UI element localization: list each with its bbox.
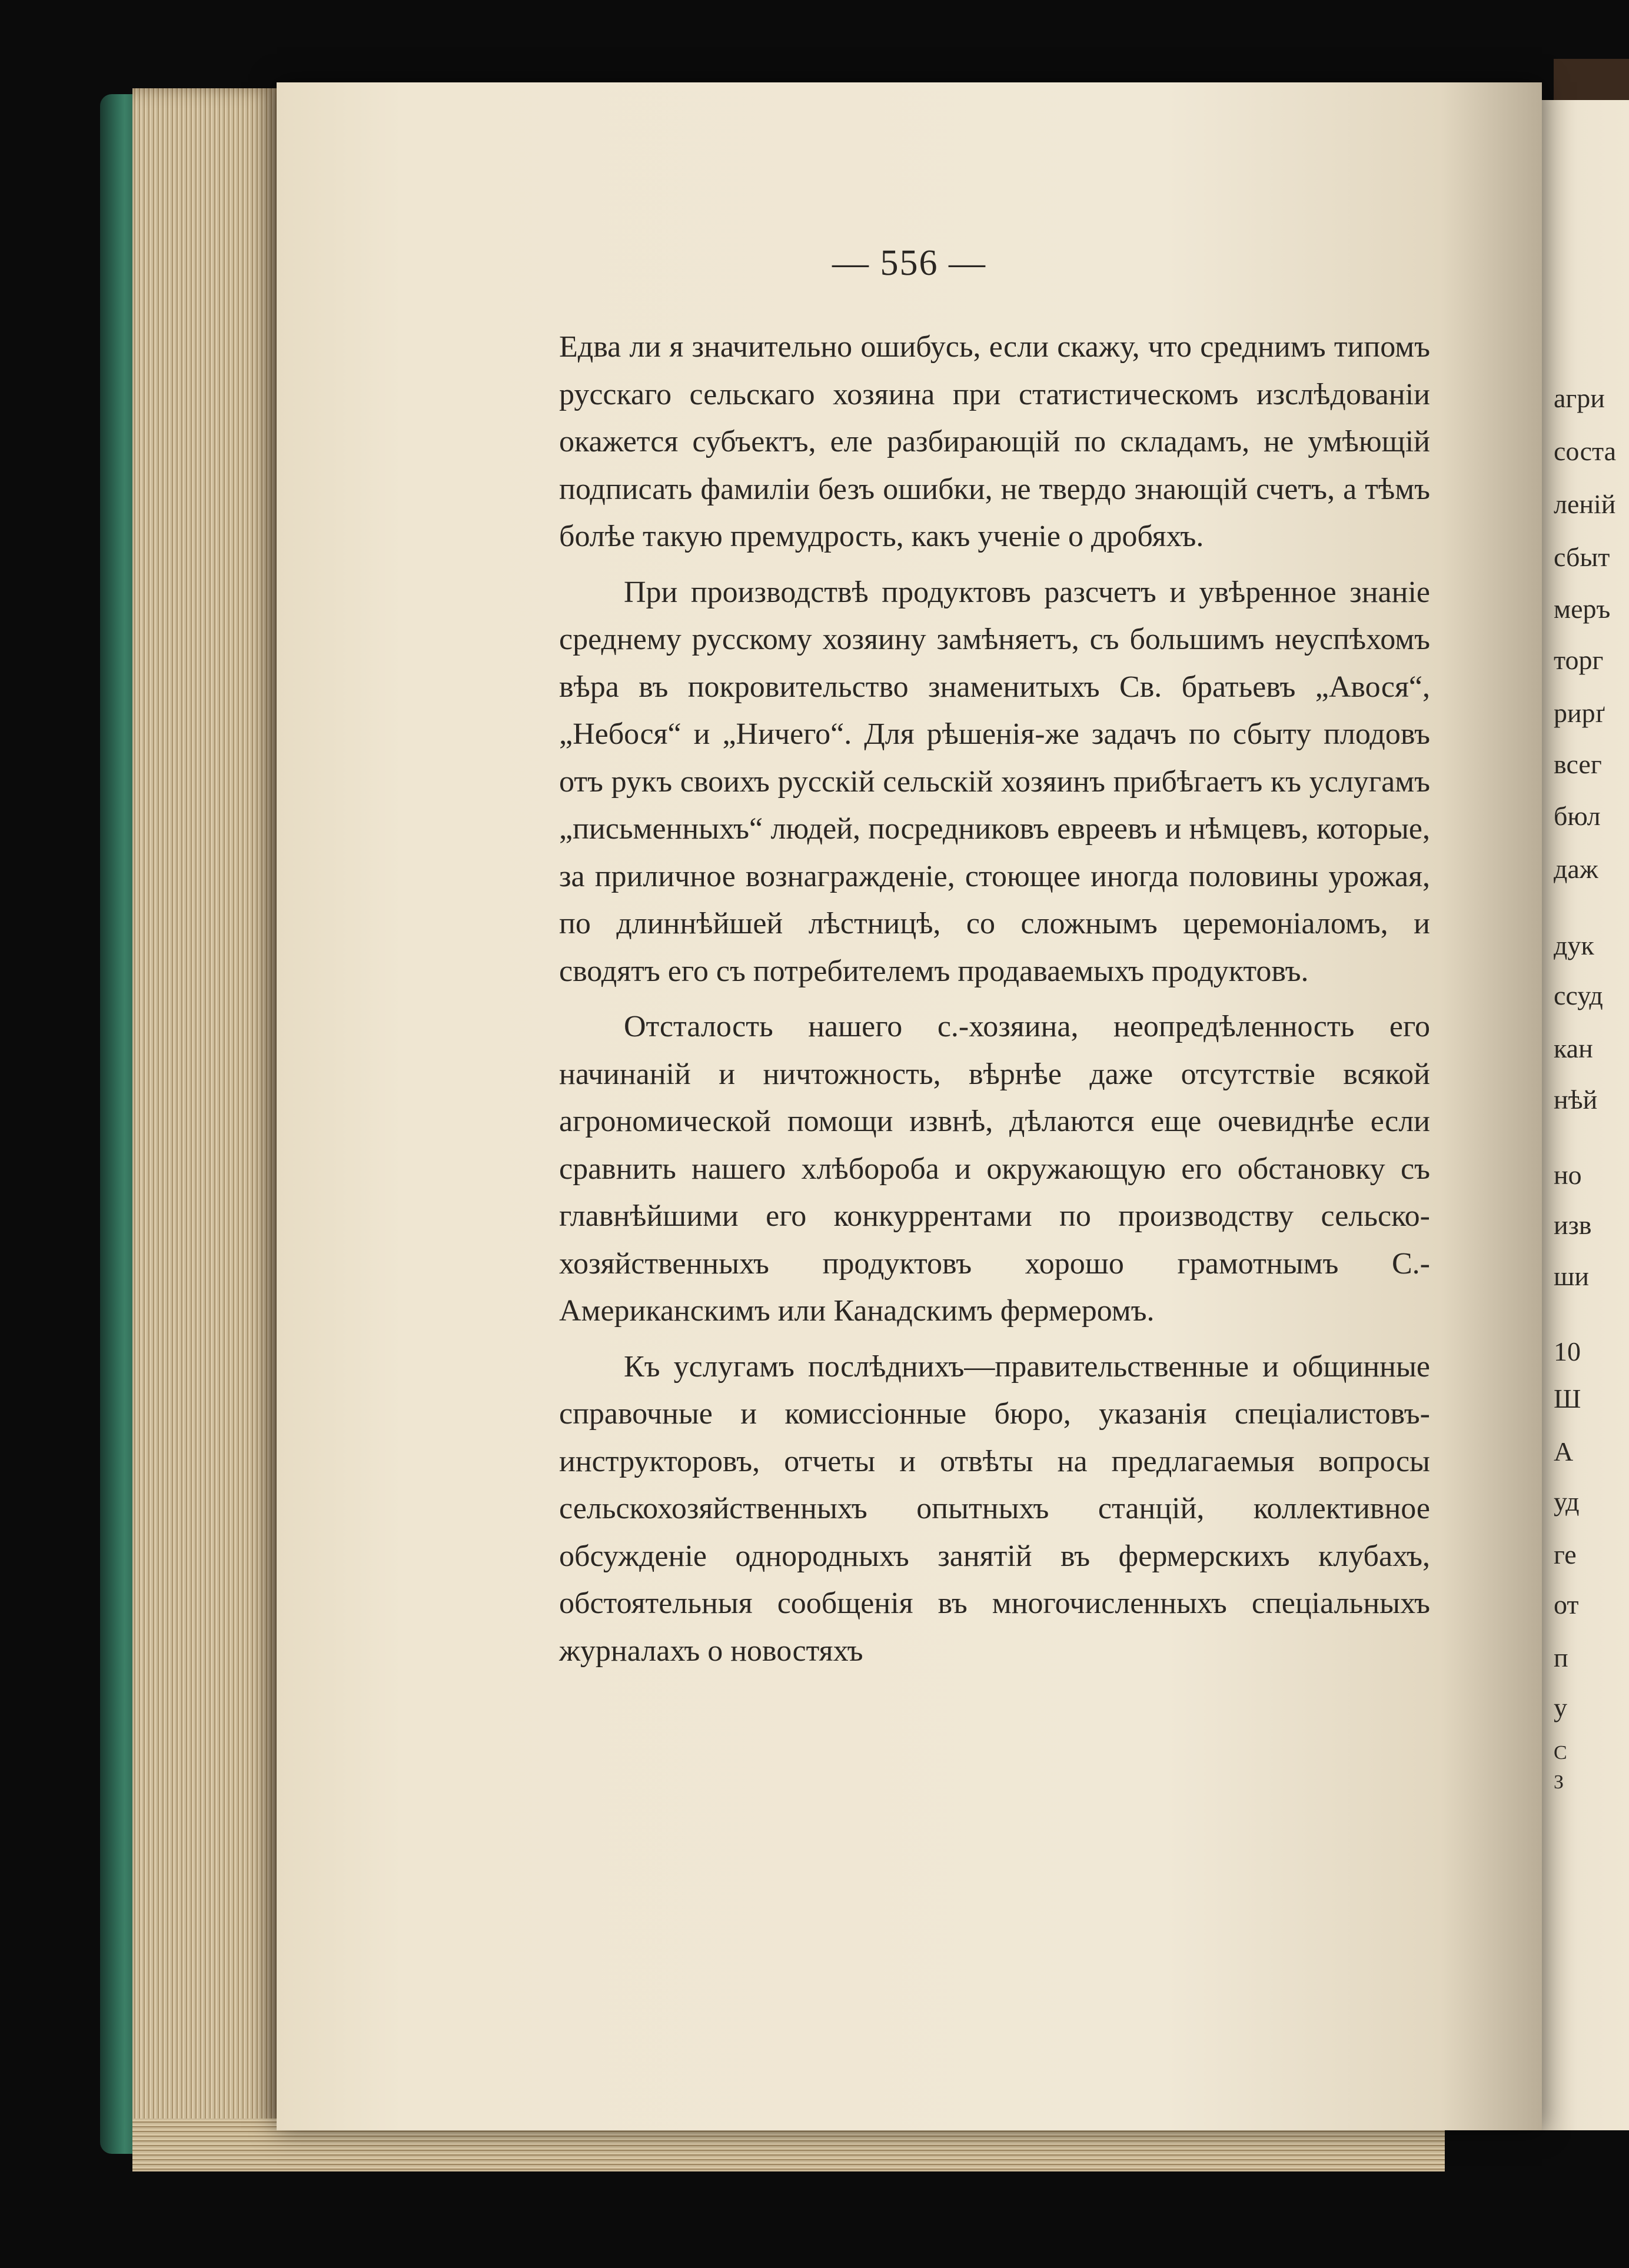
facing-line: С — [1554, 1742, 1567, 1764]
paragraph-2: При производствѣ продуктовъ разсчетъ и увѣренное знаніе среднему русскому хозяину замѣняетъ, съ большимъ неуспѣхомъ вѣра въ покровительство знаменитыхъ Св. братьевъ „Авося“, „Небося“ и „Ничего“. Для рѣшенія-же задачъ по сбыту плодовъ отъ рукъ своихъ русскій сельскій хозяинъ прибѣгаетъ къ услугамъ „письменныхъ“ людей, посредниковъ евреевъ и нѣмцевъ, которые, за приличное вознагражденіе, стоющее иногда половины урожая, по длиннѣйшей лѣстницѣ, со сложнымъ церемоніаломъ, и сводятъ его съ потребителемъ продаваемыхъ продуктовъ. — [559, 575, 1430, 988]
facing-line: А — [1554, 1436, 1574, 1466]
facing-line: З — [1554, 1771, 1564, 1793]
facing-line: 10 — [1554, 1336, 1581, 1366]
page-number: — 556 — — [832, 243, 986, 283]
facing-line: у — [1554, 1692, 1567, 1722]
facing-line: соста — [1554, 436, 1617, 466]
book-page — [277, 82, 1542, 2130]
facing-line: ге — [1554, 1539, 1577, 1569]
facing-line: уд — [1554, 1486, 1580, 1517]
facing-line: изв — [1554, 1210, 1592, 1240]
facing-line: дук — [1554, 930, 1594, 960]
facing-line: п — [1554, 1642, 1568, 1672]
facing-cover-corner — [1554, 59, 1629, 106]
facing-line: сбыт — [1554, 542, 1610, 572]
facing-line: кан — [1554, 1033, 1593, 1063]
paragraph-3: Отсталость нашего с.-хозяина, неопредѣленность его начинаній и ничтожность, вѣрнѣе даже отсутствіе всякой агрономической помощи извнѣ, дѣлаются еще очевиднѣе если сравнить нашего хлѣбороба и окружающую его обстановку съ главнѣйшими его конкуррентами по производству сельско-хозяйственныхъ продуктовъ хорошо грамотнымъ С.-Американскимъ или Канадскимъ фермеромъ. — [559, 1010, 1430, 1328]
facing-line: рирґ — [1554, 698, 1605, 728]
facing-line: даж — [1554, 854, 1598, 884]
facing-line: всег — [1554, 749, 1602, 779]
facing-line: ши — [1554, 1261, 1590, 1291]
facing-line: агри — [1554, 383, 1605, 413]
facing-line: от — [1554, 1589, 1579, 1619]
body-text — [559, 324, 1430, 1675]
facing-line: Ш — [1554, 1384, 1581, 1414]
paragraph-1: Едва ли я значительно ошибусь, если скажу, что среднимъ типомъ русскаго сельскаго хозяина при статистическомъ изслѣдованіи окажется субъектъ, еле разбирающій по складамъ, не умѣющій подписать фамиліи безъ ошибки, не твердо знающій счетъ, а тѣмъ болѣе такую премудрость, какъ ученіе о дробяхъ. — [559, 330, 1430, 553]
page-block-edge — [132, 88, 280, 2160]
facing-line: но — [1554, 1160, 1582, 1190]
facing-line: бюл — [1554, 801, 1601, 831]
facing-line: торг — [1554, 645, 1604, 675]
facing-line: нѣй — [1554, 1085, 1598, 1115]
facing-line: ссуд — [1554, 980, 1603, 1010]
facing-line: леній — [1554, 489, 1616, 519]
paragraph-4: Къ услугамъ послѣднихъ—правительственные и общинные справочные и комиссіонные бюро, указанія спеціалистовъ-инструкторовъ, отчеты и отвѣты на предлагаемыя вопросы сельскохозяйственныхъ опытныхъ станцій, коллективное обсужденіе однородныхъ занятій въ фермерскихъ клубахъ, обстоятельныя сообщенія въ многочисленныхъ спеціальныхъ журналахъ о новостяхъ — [559, 1349, 1430, 1668]
facing-line: меръ — [1554, 594, 1611, 624]
